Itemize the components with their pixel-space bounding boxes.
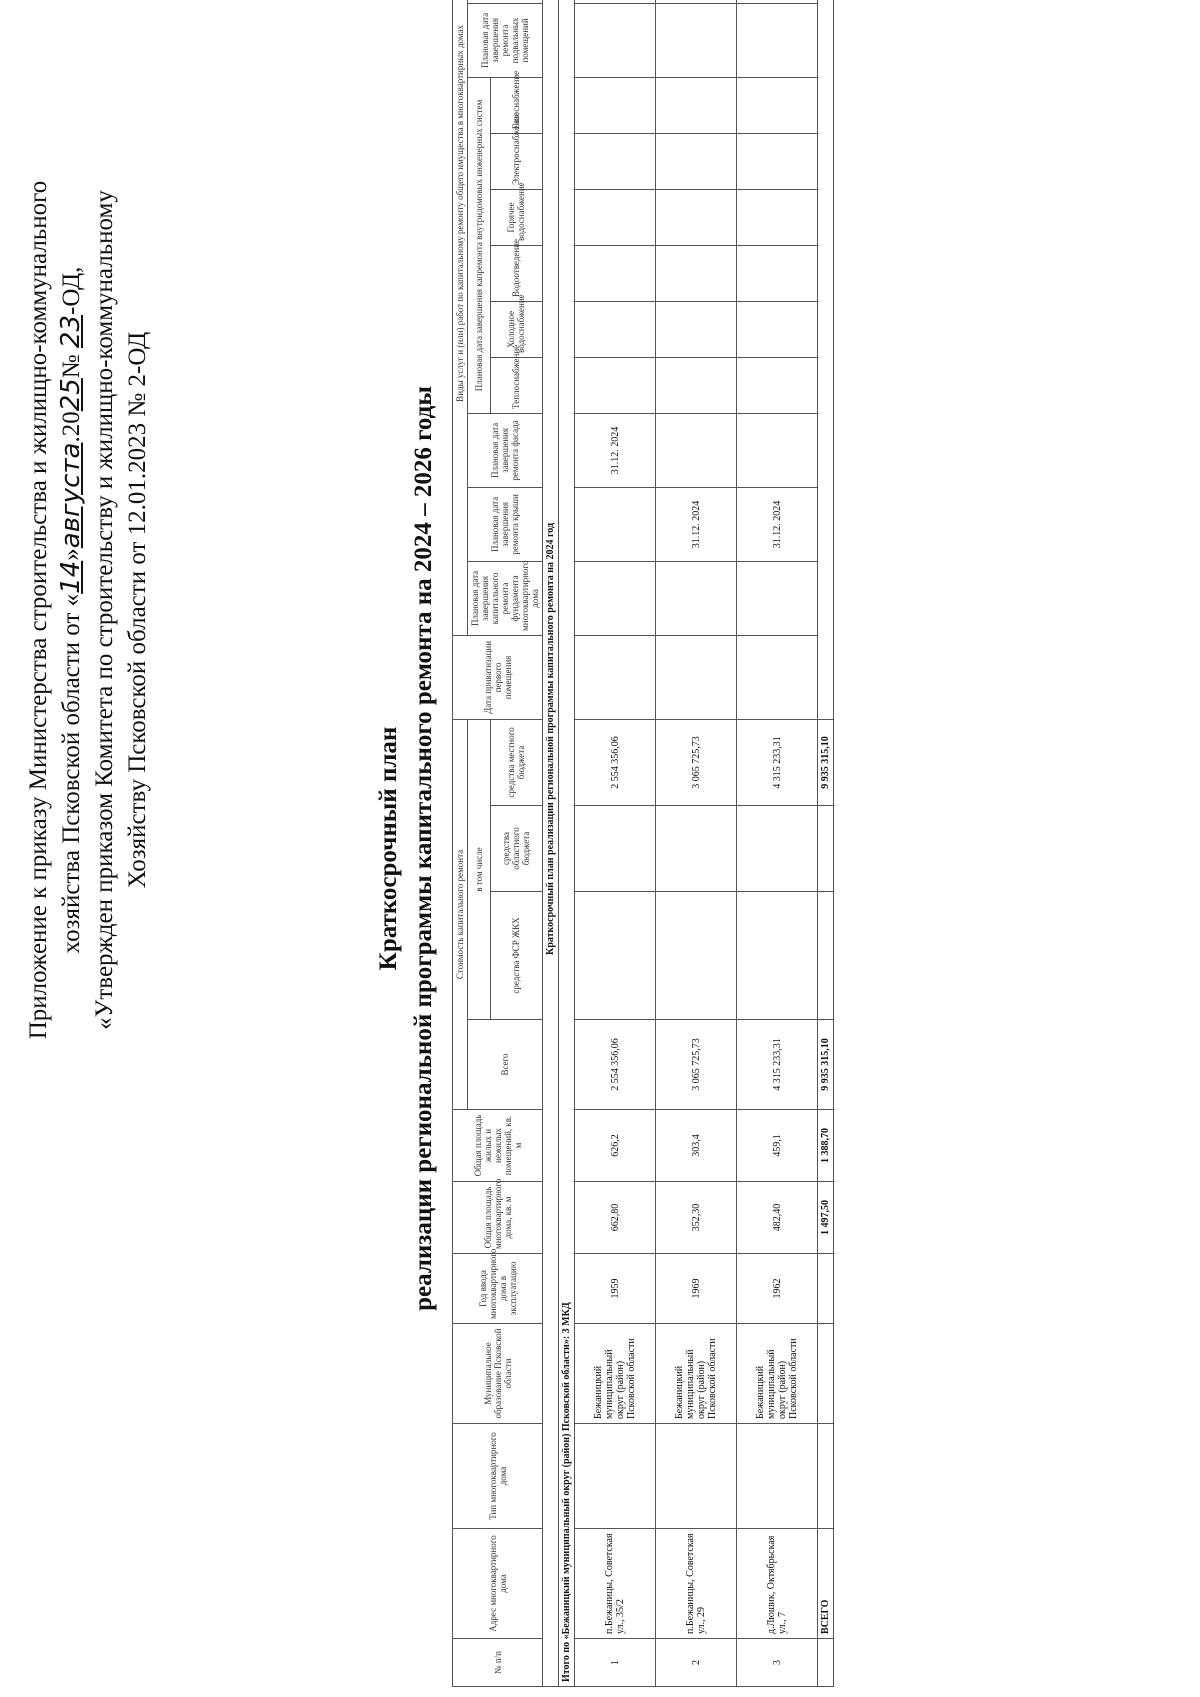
cell-cold xyxy=(656,301,737,357)
cell-type xyxy=(818,1424,834,1529)
col-local: средства местного бюджета xyxy=(490,719,543,805)
cell-drain xyxy=(575,245,656,301)
header-text: -ОД, xyxy=(58,266,85,315)
col-first-date: Дата приватизации первого помещения xyxy=(453,635,543,719)
col-municipality: Муниципальное образование Псковской области xyxy=(453,1324,543,1424)
cell-num: 3 xyxy=(737,1639,818,1687)
col-systems-group: Плановая дата завершения капремонта внутридомовых инженерных систем xyxy=(468,77,491,413)
totals-row xyxy=(818,0,834,1687)
cell-address: п.Бежаницы, Советская ул., 35/2 xyxy=(575,1529,656,1639)
cell-first-date xyxy=(656,635,737,719)
cell-drain xyxy=(737,245,818,301)
cell-first-date xyxy=(737,635,818,719)
cell-res-area: 626,2 xyxy=(575,1110,656,1182)
cell-elevator xyxy=(656,0,737,3)
cell-regional xyxy=(575,806,656,892)
cell-electric xyxy=(575,133,656,189)
cell-electric xyxy=(737,133,818,189)
approval-header xyxy=(22,110,154,1110)
cell-facade: 31.12. 2024 xyxy=(575,413,656,487)
col-cold: Холодное водоснабжение xyxy=(490,301,543,357)
table-row xyxy=(737,0,818,1687)
document-subtitle: реализации региональной программы капитального ремонта на 2024 – 2026 годы xyxy=(410,386,437,1311)
col-res-area: Общая площадь жилых и нежилых помещений, кв. м xyxy=(453,1110,543,1182)
header-line-2 xyxy=(55,110,88,1110)
cell-fund xyxy=(575,892,656,1020)
cell-regional xyxy=(737,806,818,892)
cell-basement xyxy=(656,3,737,77)
cell-hot xyxy=(656,189,737,245)
cell-rest xyxy=(818,0,834,719)
table-row xyxy=(656,0,737,1687)
col-total-area: Общая площадь многоквартирного дома, кв. м xyxy=(453,1182,543,1254)
col-type: Тип многоквартирного дома xyxy=(453,1424,543,1529)
cell-electric xyxy=(656,133,737,189)
document-title: Краткосрочный план xyxy=(375,726,402,971)
header-text: хозяйства Псковской области от « xyxy=(58,593,85,954)
cell-elevator xyxy=(575,0,656,3)
cell-cold xyxy=(575,301,656,357)
subtotal-label: Итого по «Бежаницкий муниципальный округ (район) Псковской области»: 3 МКД xyxy=(559,0,575,1687)
col-cost-group: Стоимость капитального ремонта xyxy=(453,719,468,1109)
col-incl: в том числе xyxy=(468,719,491,1019)
handwritten-month: августа xyxy=(56,442,86,549)
cell-foundation xyxy=(737,561,818,635)
capital-repair-table xyxy=(452,0,834,1687)
cell-elevator xyxy=(737,0,818,3)
cell-total-area: 662,80 xyxy=(575,1182,656,1254)
cell-basement xyxy=(575,3,656,77)
cell-year xyxy=(818,1254,834,1324)
handwritten-year: 25 xyxy=(56,378,86,412)
header-line-1: Приложение к приказу Министерства строительства и жилищно-коммунального xyxy=(25,180,52,1040)
col-works-group: Виды услуг и (или) работ по капитальному ремонту общего имущества в многоквартирных домах xyxy=(453,0,468,635)
cell-roof: 31.12. 2024 xyxy=(737,487,818,561)
cell-drain xyxy=(656,245,737,301)
totals-owners: 9 935 315,10 xyxy=(818,719,834,805)
cell-regional xyxy=(656,806,737,892)
col-basement: Плановая дата завершения ремонта подвальных помещений xyxy=(468,3,543,77)
cell-type xyxy=(737,1424,818,1529)
cell-gas xyxy=(737,77,818,133)
col-elevator xyxy=(468,0,543,3)
cell-type xyxy=(575,1424,656,1529)
cell-fund xyxy=(737,892,818,1020)
header-text: № xyxy=(58,354,85,379)
cell-address: д.Люшик, Октябрьская ул., 7 xyxy=(737,1529,818,1639)
cell-heat xyxy=(575,357,656,413)
col-drain: Водоотведение xyxy=(490,245,543,301)
cell-facade xyxy=(656,413,737,487)
cell-total-area: 352,30 xyxy=(656,1182,737,1254)
col-electric: Электроснабжение xyxy=(490,133,543,189)
totals-label: ВСЕГО xyxy=(818,1529,834,1639)
cell-roof: 31.12. 2024 xyxy=(656,487,737,561)
cell-gas xyxy=(656,77,737,133)
cell-fund xyxy=(818,892,834,1020)
cell-municipality: Бежаницкий муниципальный округ (район) Псковской области xyxy=(656,1324,737,1424)
cell-first-date xyxy=(575,635,656,719)
cell-heat xyxy=(737,357,818,413)
cell-hot xyxy=(737,189,818,245)
totals-res-area: 1 388,70 xyxy=(818,1110,834,1182)
cell-total: 2 554 356,06 xyxy=(575,1020,656,1110)
totals-total-area: 1 497,50 xyxy=(818,1182,834,1254)
col-fund: средства ФСР ЖКХ xyxy=(490,892,543,1020)
handwritten-day: 14 xyxy=(56,560,86,594)
col-facade: Плановая дата завершения ремонта фасада xyxy=(468,413,543,487)
col-address: Адрес многоквартирного дома xyxy=(453,1529,543,1639)
cell-owners: 3 065 725,73 xyxy=(656,719,737,805)
cell-total-area: 482,40 xyxy=(737,1182,818,1254)
cell-hot xyxy=(575,189,656,245)
header-text: .20 xyxy=(58,411,85,443)
section-label: Краткосрочный план реализации региональной программы капитального ремонта на 2024 год xyxy=(543,0,559,1687)
col-roof: Плановая дата завершения ремонта крыши xyxy=(468,487,543,561)
cell-basement xyxy=(737,3,818,77)
cell-facade xyxy=(737,413,818,487)
cell-num: 1 xyxy=(575,1639,656,1687)
cell-owners: 4 315 233,31 xyxy=(737,719,818,805)
cell-heat xyxy=(656,357,737,413)
header-text: » xyxy=(58,548,85,561)
cell-address: п.Бежаницы, Советская ул., 29 xyxy=(656,1529,737,1639)
cell-municipality: Бежаницкий муниципальный округ (район) Псковской области xyxy=(737,1324,818,1424)
header-line-3: «Утвержден приказом Комитета по строительству и жилищно-коммунальному xyxy=(91,190,118,1030)
handwritten-number: 23 xyxy=(56,315,86,349)
col-total: Всего xyxy=(468,1020,543,1110)
totals-total: 9 935 315,10 xyxy=(818,1020,834,1110)
col-hot: Горячее водоснабжение xyxy=(490,189,543,245)
cell-year: 1962 xyxy=(737,1254,818,1324)
col-foundation: Плановая дата завершения капитального ремонта фундамента многоквартирного дома xyxy=(468,561,543,635)
col-num: № п/п xyxy=(453,1639,543,1687)
cell-gas xyxy=(575,77,656,133)
col-heat: Теплоснабжение xyxy=(490,357,543,413)
cell-cold xyxy=(737,301,818,357)
cell-total: 4 315 233,31 xyxy=(737,1020,818,1110)
col-year: Год ввода многоквартирного дома в эксплуатацию xyxy=(453,1254,543,1324)
cell-foundation xyxy=(575,561,656,635)
col-regional: средства областного бюджета xyxy=(490,806,543,892)
cell-owners: 2 554 356,06 xyxy=(575,719,656,805)
cell-foundation xyxy=(656,561,737,635)
cell-municipality xyxy=(818,1324,834,1424)
cell-res-area: 459,1 xyxy=(737,1110,818,1182)
col-gas: Газоснабжение xyxy=(490,77,543,133)
cell-municipality: Бежаницкий муниципальный округ (район) Псковской области xyxy=(575,1324,656,1424)
cell-res-area: 303,4 xyxy=(656,1110,737,1182)
cell-type xyxy=(656,1424,737,1529)
cell-roof xyxy=(575,487,656,561)
cell-num xyxy=(818,1639,834,1687)
cell-regional xyxy=(818,806,834,892)
table-row xyxy=(575,0,656,1687)
cell-total: 3 065 725,73 xyxy=(656,1020,737,1110)
header-line-4: Хозяйству Псковской области от 12.01.2023 № 2-ОД xyxy=(124,331,151,889)
cell-fund xyxy=(656,892,737,1020)
cell-year: 1959 xyxy=(575,1254,656,1324)
cell-num: 2 xyxy=(656,1639,737,1687)
cell-year: 1969 xyxy=(656,1254,737,1324)
